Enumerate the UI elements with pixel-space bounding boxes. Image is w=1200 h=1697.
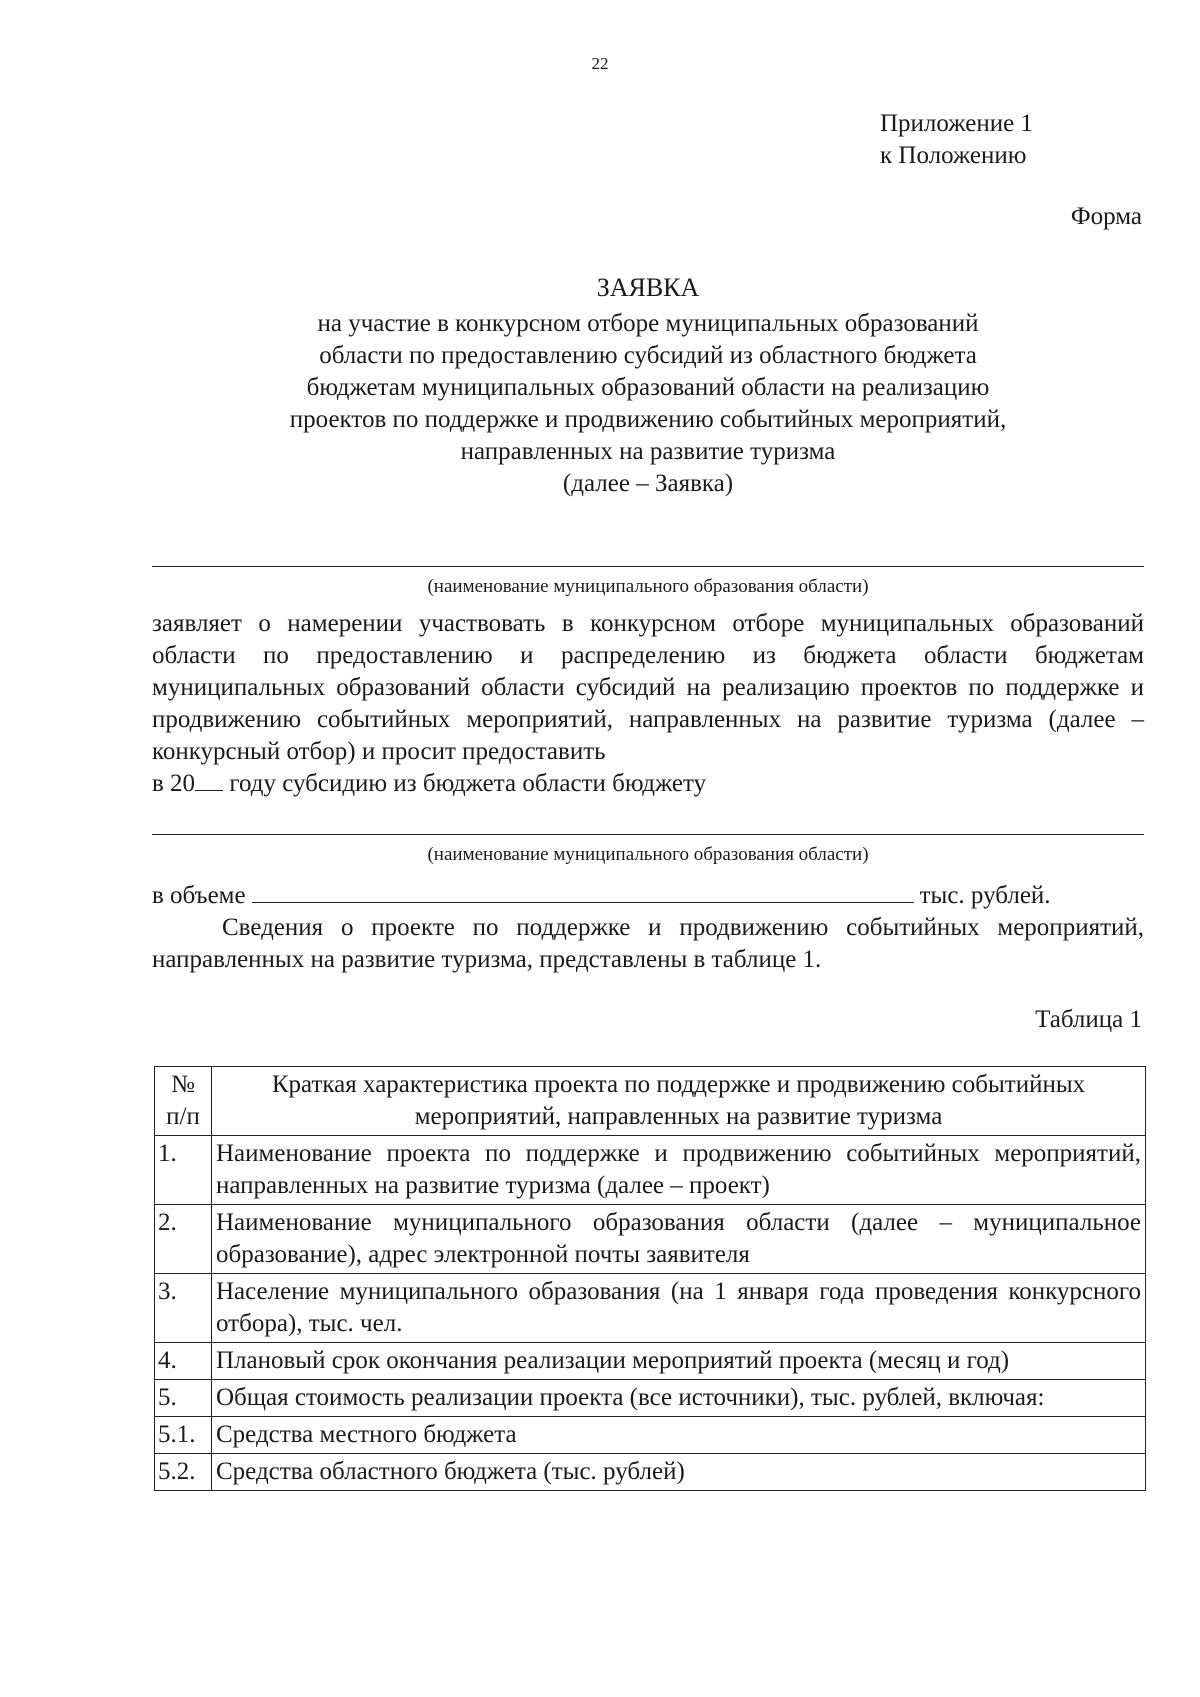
municipality-name-line[interactable] xyxy=(152,566,1144,567)
year-suffix: году субсидию из бюджета области бюджету xyxy=(223,770,707,797)
form-label: Форма xyxy=(1070,203,1142,230)
appendix-reference xyxy=(880,108,1033,172)
title-line-4: проектов по поддержке и продвижению событийных мероприятий, xyxy=(289,406,1007,433)
header-desc: Краткая характеристика проекта по поддержке и продвижению событийных мероприятий, направленных на развитие туризма xyxy=(212,1067,1146,1136)
table-label: Таблица 1 xyxy=(1035,1006,1142,1033)
header-num: № п/п xyxy=(155,1067,212,1136)
statement-text: заявляет о намерении участвовать в конкурсном отборе муниципальных образований области по предоставлению и распределению из бюджета области бюджетам муниципальных образований области субсидий на реализацию проектов по поддержке и продвижению событийных мероприятий, направленных на развитие туризма (далее – конкурсный отбор) и просит предоставить xyxy=(152,610,1144,765)
row-num: 1. xyxy=(155,1136,212,1205)
table-row xyxy=(155,1274,1146,1343)
table-row xyxy=(155,1136,1146,1205)
project-table xyxy=(154,1066,1146,1491)
row-desc: Наименование муниципального образования области (далее – муниципальное образование), адрес электронной почты заявителя xyxy=(212,1205,1146,1274)
statement-year-line xyxy=(152,768,1144,800)
document-title xyxy=(0,272,1200,500)
appendix-line-1: Приложение 1 xyxy=(880,110,1033,137)
row-num: 5. xyxy=(155,1380,212,1417)
title-line-2: области по предоставлению субсидий из областного бюджета xyxy=(319,342,977,369)
amount-prefix: в объеме xyxy=(152,882,246,909)
table-row xyxy=(155,1380,1146,1417)
municipality-name-line-2[interactable] xyxy=(152,834,1144,835)
row-desc: Средства местного бюджета xyxy=(212,1417,1146,1454)
row-desc: Наименование проекта по поддержке и продвижению событийных мероприятий, направленных на развитие туризма (далее – проект) xyxy=(212,1136,1146,1205)
title-heading: ЗАЯВКА xyxy=(596,273,700,302)
row-num: 5.1. xyxy=(155,1417,212,1454)
row-num: 2. xyxy=(155,1205,212,1274)
year-prefix: в 20 xyxy=(152,770,196,797)
info-paragraph: Сведения о проекте по поддержке и продвижению событийных мероприятий, направленных на развитие туризма, представлены в таблице 1. xyxy=(152,914,1144,973)
table-row xyxy=(155,1417,1146,1454)
row-desc: Общая стоимость реализации проекта (все источники), тыс. рублей, включая: xyxy=(212,1380,1146,1417)
row-num: 3. xyxy=(155,1274,212,1343)
title-line-6: (далее – Заявка) xyxy=(562,470,734,497)
year-blank[interactable] xyxy=(195,770,223,791)
table-row xyxy=(155,1454,1146,1491)
municipality-caption-2: (наименование муниципального образования области) xyxy=(427,844,869,865)
amount-blank[interactable] xyxy=(252,880,914,903)
statement-paragraph xyxy=(152,608,1144,800)
row-num: 4. xyxy=(155,1343,212,1380)
amount-suffix: тыс. рублей. xyxy=(919,882,1051,909)
title-line-1: на участие в конкурсном отборе муниципальных образований xyxy=(317,310,979,337)
appendix-line-2: к Положению xyxy=(880,142,1027,169)
table-row xyxy=(155,1343,1146,1380)
row-desc: Средства областного бюджета (тыс. рублей) xyxy=(212,1454,1146,1491)
municipality-caption: (наименование муниципального образования области) xyxy=(427,576,869,597)
table-row xyxy=(155,1205,1146,1274)
row-desc: Плановый срок окончания реализации мероприятий проекта (месяц и год) xyxy=(212,1343,1146,1380)
amount-line xyxy=(152,880,1144,912)
row-desc: Население муниципального образования (на 1 января года проведения конкурсного отбора), тыс. чел. xyxy=(212,1274,1146,1343)
page-number: 22 xyxy=(591,54,609,73)
title-line-5: направленных на развитие туризма xyxy=(460,438,836,465)
table-header-row xyxy=(155,1067,1146,1136)
row-num: 5.2. xyxy=(155,1454,212,1491)
title-line-3: бюджетам муниципальных образований области на реализацию xyxy=(306,374,990,401)
